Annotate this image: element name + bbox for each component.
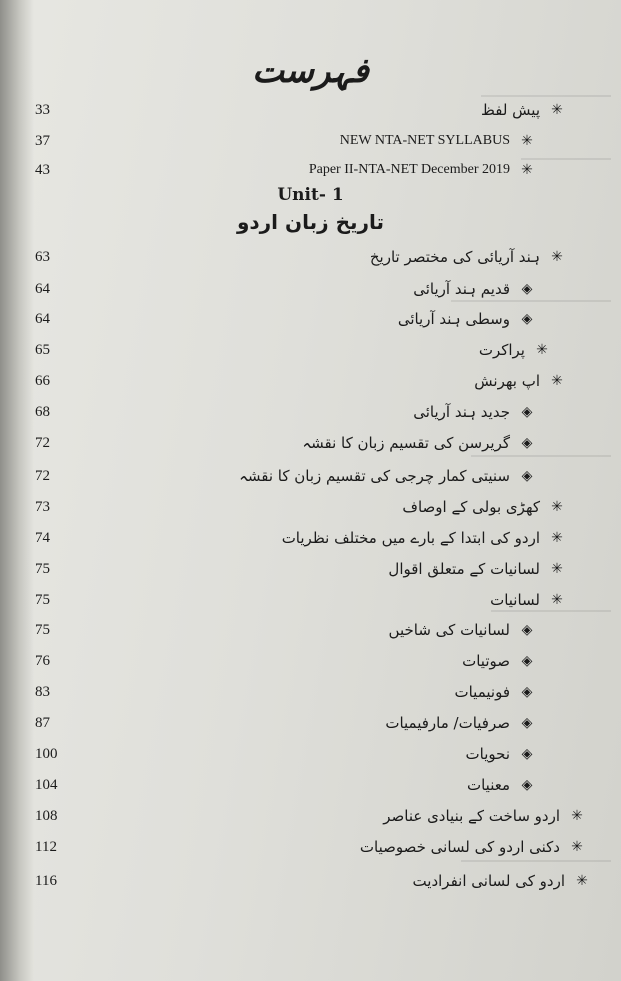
page-number: 112: [35, 839, 57, 855]
entry-title: صرفیات/ مارفیمیات: [385, 714, 510, 732]
page-title: فہرست: [252, 51, 369, 91]
entry-title: فونیمیات: [454, 683, 510, 701]
entry-title: Paper II-NTA-NET December 2019: [308, 162, 510, 177]
diamond-bullet-icon: ◈: [521, 684, 533, 700]
page-number: 65: [35, 342, 50, 358]
page-number: 104: [35, 777, 58, 793]
diamond-bullet-icon: ◈: [521, 777, 533, 793]
diamond-bullet-icon: ◈: [521, 311, 533, 327]
diamond-bullet-icon: ◈: [521, 281, 533, 297]
toc-entry[interactable]: [0, 399, 621, 425]
entry-title: NEW NTA-NET SYLLABUS: [339, 133, 510, 148]
entry-title: معنیات: [466, 776, 510, 794]
page-number: 100: [35, 746, 58, 762]
toc-entry[interactable]: [0, 244, 621, 270]
toc-entry[interactable]: [0, 276, 621, 302]
asterisk-bullet-icon: ✳: [521, 133, 533, 149]
toc-entry[interactable]: [0, 306, 621, 332]
asterisk-bullet-icon: ✳: [551, 102, 563, 118]
page-number: 72: [35, 468, 50, 484]
page-number: 116: [35, 873, 57, 889]
entry-title: لسانیات: [490, 591, 540, 609]
toc-entry[interactable]: [0, 463, 621, 489]
entry-title: نحویات: [465, 745, 510, 763]
toc-entry[interactable]: [0, 587, 621, 613]
entry-title: لسانیات کی شاخیں: [388, 621, 510, 639]
diamond-bullet-icon: ◈: [521, 404, 533, 420]
page-number: 33: [35, 102, 50, 118]
entry-title: قدیم ہند آریائی: [413, 280, 510, 298]
entry-title: اردو ساخت کے بنیادی عناصر: [383, 807, 560, 825]
page-number: 68: [35, 404, 50, 420]
toc-entry[interactable]: [0, 525, 621, 551]
toc-entry[interactable]: [0, 494, 621, 520]
toc-entry[interactable]: [0, 772, 621, 798]
toc-entry[interactable]: [0, 157, 621, 183]
bleed-through-line: [461, 860, 611, 862]
diamond-bullet-icon: ◈: [521, 468, 533, 484]
entry-title: جدید ہند آریائی: [413, 403, 510, 421]
asterisk-bullet-icon: ✳: [521, 162, 533, 178]
entry-title: وسطی ہند آریائی: [397, 310, 510, 328]
page-number: 73: [35, 499, 50, 515]
entry-title: پراکرت: [478, 341, 525, 359]
page-number: 64: [35, 281, 50, 297]
asterisk-bullet-icon: ✳: [571, 808, 583, 824]
entry-title: اردو کی لسانی انفرادیت: [412, 872, 565, 890]
page-number: 75: [35, 622, 50, 638]
page-number: 63: [35, 249, 50, 265]
entry-title: صوتیات: [462, 652, 510, 670]
entry-title: اردو کی ابتدا کے بارے میں مختلف نظریات: [281, 529, 540, 547]
diamond-bullet-icon: ◈: [521, 653, 533, 669]
entry-title: لسانیات کے متعلق اقوال: [388, 560, 540, 578]
toc-entry[interactable]: [0, 803, 621, 829]
toc-entry[interactable]: [0, 834, 621, 860]
asterisk-bullet-icon: ✳: [551, 592, 563, 608]
page-number: 64: [35, 311, 50, 327]
toc-entry[interactable]: [0, 710, 621, 736]
toc-entry[interactable]: [0, 337, 621, 363]
page-number: 72: [35, 435, 50, 451]
entry-title: دکنی اردو کی لسانی خصوصیات: [359, 838, 560, 856]
toc-entry[interactable]: [0, 679, 621, 705]
asterisk-bullet-icon: ✳: [551, 561, 563, 577]
asterisk-bullet-icon: ✳: [551, 373, 563, 389]
page-number: 37: [35, 133, 50, 149]
toc-entry[interactable]: [0, 617, 621, 643]
toc-entry[interactable]: [0, 368, 621, 394]
toc-entry[interactable]: [0, 648, 621, 674]
toc-entry[interactable]: [0, 741, 621, 767]
entry-title: ہند آریائی کی مختصر تاریخ: [369, 248, 540, 266]
entry-title: اپ بھرنش: [474, 372, 540, 390]
entry-title: گریرسن کی تقسیم زبان کا نقشہ: [302, 434, 510, 452]
asterisk-bullet-icon: ✳: [576, 873, 588, 889]
page-number: 43: [35, 162, 50, 178]
asterisk-bullet-icon: ✳: [571, 839, 583, 855]
page-number: 83: [35, 684, 50, 700]
page-number: 74: [35, 530, 50, 546]
toc-entry[interactable]: [0, 556, 621, 582]
toc-entry[interactable]: [0, 430, 621, 456]
entry-title: کھڑی بولی کے اوصاف: [402, 498, 540, 516]
asterisk-bullet-icon: ✳: [551, 499, 563, 515]
diamond-bullet-icon: ◈: [521, 746, 533, 762]
page-number: 76: [35, 653, 50, 669]
asterisk-bullet-icon: ✳: [536, 342, 548, 358]
diamond-bullet-icon: ◈: [521, 622, 533, 638]
diamond-bullet-icon: ◈: [521, 715, 533, 731]
unit-heading: Unit- 1: [277, 185, 344, 205]
toc-entry[interactable]: [0, 128, 621, 154]
page-number: 75: [35, 561, 50, 577]
entry-title: سنیتی کمار چرجی کی تقسیم زبان کا نقشہ: [239, 467, 510, 485]
diamond-bullet-icon: ◈: [521, 435, 533, 451]
page-number: 108: [35, 808, 58, 824]
toc-entry[interactable]: [0, 868, 621, 894]
asterisk-bullet-icon: ✳: [551, 530, 563, 546]
asterisk-bullet-icon: ✳: [551, 249, 563, 265]
page-number: 66: [35, 373, 50, 389]
toc-entry[interactable]: [0, 97, 621, 123]
entry-title: پیش لفظ: [481, 101, 540, 119]
page-number: 87: [35, 715, 50, 731]
unit-title: تاریخ زبان اردو: [236, 210, 385, 234]
page-number: 75: [35, 592, 50, 608]
